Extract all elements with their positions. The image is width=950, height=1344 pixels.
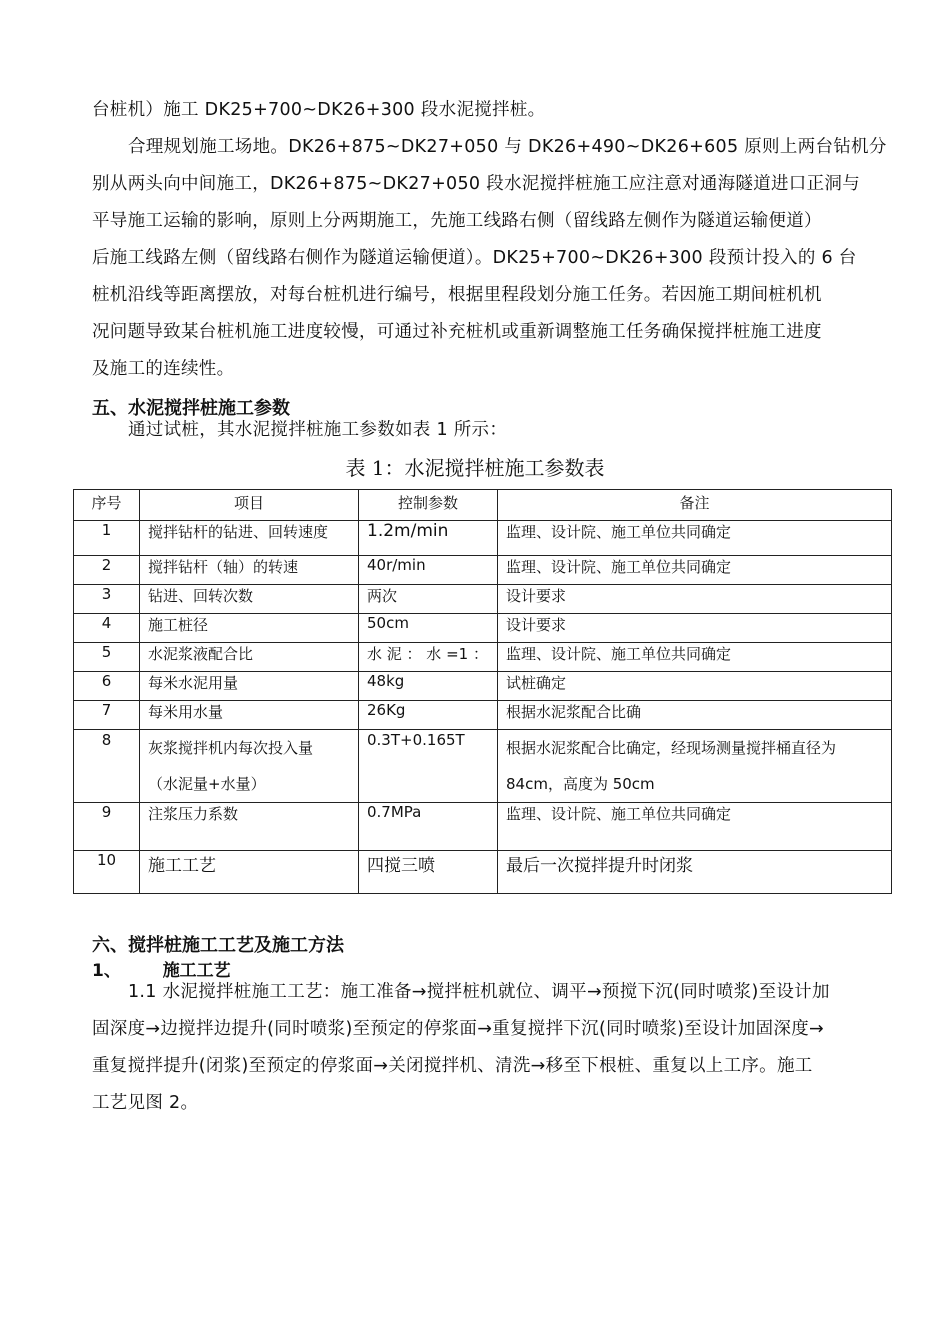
row-note xyxy=(498,730,892,803)
text-line: 重复搅拌提升(闭浆)至预定的停浆面→关闭搅拌机、清洗→移至下根桩、重复以上工序。施工 xyxy=(92,1056,813,1076)
column-header: 备注 xyxy=(498,490,892,521)
row-note: 设计要求 xyxy=(498,585,892,614)
table-row xyxy=(74,851,892,894)
intro-paragraph xyxy=(92,92,887,388)
text-line: 后施工线路左侧（留线路右侧作为隧道运输便道）。DK25+700~DK26+300 段预计投入的 6 台 xyxy=(92,248,857,268)
text-line: 合理规划施工场地。DK26+875~DK27+050 与 DK26+490~DK26+605 原则上两台钻机分 xyxy=(128,137,887,157)
row-item: 搅拌钻杆（轴）的转速 xyxy=(140,556,359,585)
section-heading: 六、搅拌桩施工工艺及施工方法 xyxy=(92,935,344,956)
column-header: 控制参数 xyxy=(359,490,498,521)
section-heading: 五、水泥搅拌桩施工参数 xyxy=(92,398,290,419)
row-item: 施工桩径 xyxy=(140,614,359,643)
row-note: 监理、设计院、施工单位共同确定 xyxy=(498,643,892,672)
table-row xyxy=(74,672,892,701)
row-number: 9 xyxy=(74,803,140,851)
row-item: 施工工艺 xyxy=(140,851,359,894)
row-param: 水 泥 ： 水 =1 ： xyxy=(359,643,498,672)
table-row xyxy=(74,585,892,614)
row-item-line: （水泥量+水量） xyxy=(148,775,266,793)
table-row xyxy=(74,643,892,672)
row-param: 26Kg xyxy=(359,701,498,730)
text-line: 桩机沿线等距离摆放，对每台桩机进行编号，根据里程段划分施工任务。若因施工期间桩机机 xyxy=(92,285,822,305)
row-note: 试桩确定 xyxy=(498,672,892,701)
subsection-number: 1、 xyxy=(92,961,121,981)
text-line: 及施工的连续性。 xyxy=(92,359,235,379)
table-row xyxy=(74,521,892,556)
text-line: 台桩机）施工 DK25+700~DK26+300 段水泥搅拌桩。 xyxy=(92,100,546,120)
process-paragraph xyxy=(92,974,884,1122)
text-line: 别从两头向中间施工，DK26+875~DK27+050 段水泥搅拌桩施工应注意对通海隧道进口正洞与 xyxy=(92,174,860,194)
row-note: 最后一次搅拌提升时闭浆 xyxy=(498,851,892,894)
row-param: 0.3T+0.165T xyxy=(359,730,498,803)
row-param: 0.7MPa xyxy=(359,803,498,851)
row-param: 四搅三喷 xyxy=(359,851,498,894)
table-row xyxy=(74,803,892,851)
row-note: 设计要求 xyxy=(498,614,892,643)
row-note: 监理、设计院、施工单位共同确定 xyxy=(498,521,892,556)
text-line: 1.1 水泥搅拌桩施工工艺：施工准备→搅拌桩机就位、调平→预搅下沉(同时喷浆)至设计加 xyxy=(128,982,830,1002)
row-number: 3 xyxy=(74,585,140,614)
text-line: 工艺见图 2。 xyxy=(92,1093,199,1113)
row-number: 7 xyxy=(74,701,140,730)
row-param: 50cm xyxy=(359,614,498,643)
table-header-row xyxy=(74,490,892,521)
parameters-table xyxy=(73,489,892,894)
row-item: 水泥浆液配合比 xyxy=(140,643,359,672)
row-param: 1.2m/min xyxy=(359,521,498,556)
table-row xyxy=(74,701,892,730)
table-row xyxy=(74,556,892,585)
row-item: 注浆压力系数 xyxy=(140,803,359,851)
column-header: 项目 xyxy=(140,490,359,521)
text-line: 平导施工运输的影响，原则上分两期施工，先施工线路右侧（留线路左侧作为隧道运输便道） xyxy=(92,211,822,231)
row-number: 6 xyxy=(74,672,140,701)
row-number: 1 xyxy=(74,521,140,556)
row-item: 每米用水量 xyxy=(140,701,359,730)
row-note-line: 84cm，高度为 50cm xyxy=(506,775,655,793)
row-item xyxy=(140,730,359,803)
table-caption: 表 1：水泥搅拌桩施工参数表 xyxy=(345,456,605,480)
row-item-line: 灰浆搅拌机内每次投入量 xyxy=(148,739,314,757)
row-param: 40r/min xyxy=(359,556,498,585)
row-item: 搅拌钻杆的钻进、回转速度 xyxy=(140,521,359,556)
section-intro xyxy=(92,415,884,445)
row-number: 2 xyxy=(74,556,140,585)
row-item: 钻进、回转次数 xyxy=(140,585,359,614)
row-number: 8 xyxy=(74,730,140,803)
text-line: 通过试桩，其水泥搅拌桩施工参数如表 1 所示： xyxy=(128,420,508,440)
row-param: 48kg xyxy=(359,672,498,701)
row-note: 监理、设计院、施工单位共同确定 xyxy=(498,556,892,585)
table-row xyxy=(74,730,892,803)
table-row xyxy=(74,614,892,643)
row-param: 两次 xyxy=(359,585,498,614)
text-line: 固深度→边搅拌边提升(同时喷浆)至预定的停浆面→重复搅拌下沉(同时喷浆)至设计加固深度→ xyxy=(92,1019,824,1039)
row-item: 每米水泥用量 xyxy=(140,672,359,701)
row-note-line: 根据水泥浆配合比确定，经现场测量搅拌桶直径为 xyxy=(506,739,837,757)
row-number: 4 xyxy=(74,614,140,643)
text-line: 况问题导致某台桩机施工进度较慢，可通过补充桩机或重新调整施工任务确保搅拌桩施工进度 xyxy=(92,322,822,342)
row-note: 根据水泥浆配合比确 xyxy=(498,701,892,730)
subsection-title: 施工工艺 xyxy=(162,961,231,981)
column-header: 序号 xyxy=(74,490,140,521)
row-note: 监理、设计院、施工单位共同确定 xyxy=(498,803,892,851)
row-number: 5 xyxy=(74,643,140,672)
row-number: 10 xyxy=(74,851,140,894)
